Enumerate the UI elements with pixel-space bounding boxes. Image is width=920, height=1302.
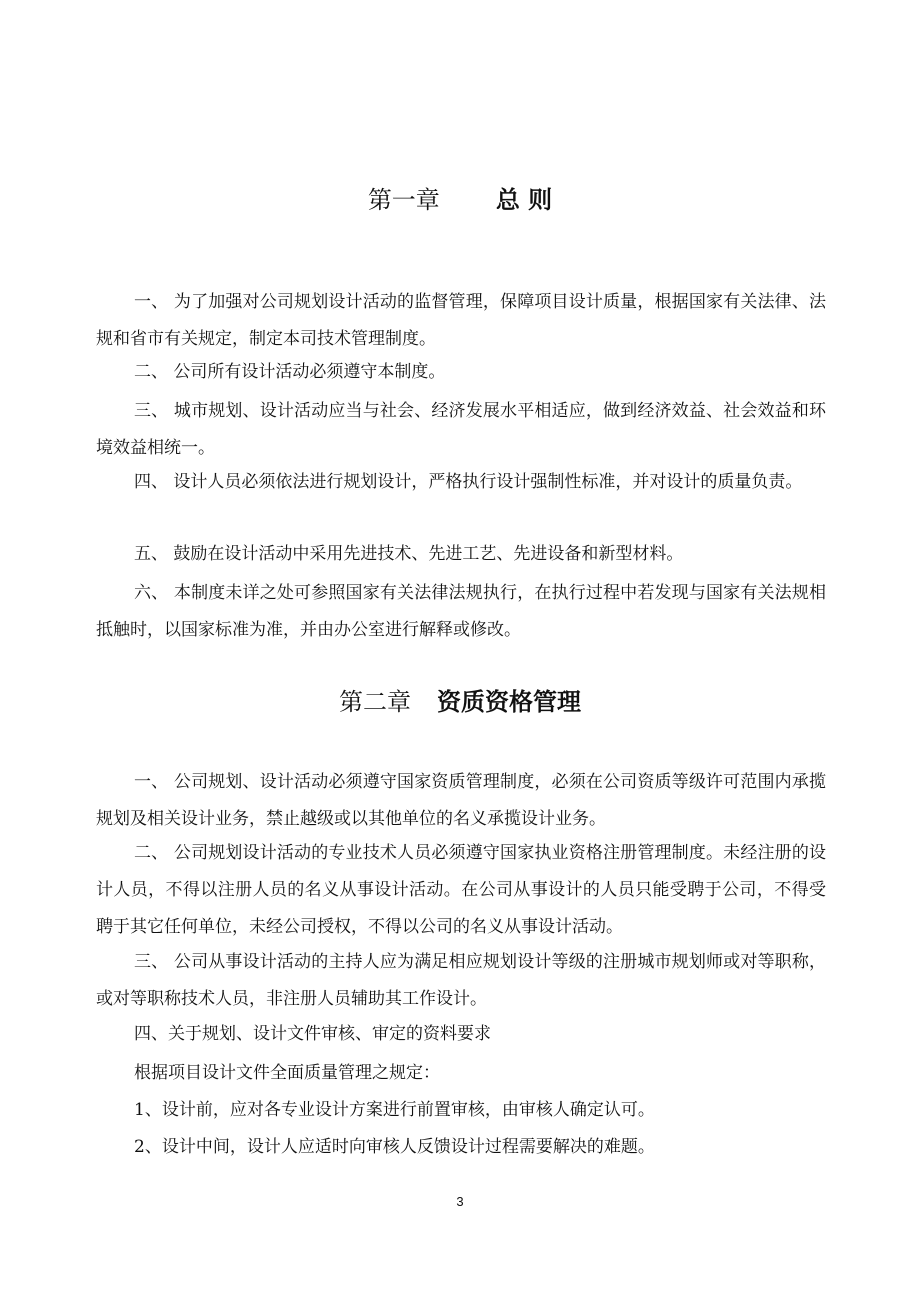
chapter-1-paragraph-2: 二、 公司所有设计活动必须遵守本制度。 [134,362,446,382]
chapter-1-heading [0,184,920,216]
chapter-2-paragraph-1: 一、 公司规划、设计活动必须遵守国家资质管理制度，必须在公司资质等级许可范围内承揽规划及相关设计业务，禁止越级或以其他单位的名义承揽设计业务。 [96,772,826,829]
chapter-1-paragraph-6: 六、 本制度未详之处可参照国家有关法律法规执行，在执行过程中若发现与国家有关法规相抵触时，以国家标准为准，并由办公室进行解释或修改。 [96,583,826,640]
chapter-1-paragraph-4: 四、 设计人员必须依法进行规划设计，严格执行设计强制性标准，并对设计的质量负责。 [134,472,803,492]
chapter-2-paragraph-2: 二、 公司规划设计活动的专业技术人员必须遵守国家执业资格注册管理制度。未经注册的设计人员，不得以注册人员的名义从事设计活动。在公司从事设计的人员只能受聘于公司，不得受聘于其它任何单位，未经公司授权，不得以公司的名义从事设计活动。 [96,843,826,937]
chapter-1-paragraph-1: 一、 为了加强对公司规划设计活动的监督管理，保障项目设计质量，根据国家有关法律、法规和省市有关规定，制定本司技术管理制度。 [96,292,826,349]
chapter-2-paragraph-4: 四、关于规划、设计文件审核、审定的资料要求 [134,1024,491,1044]
chapter-2-paragraph-6: 1、设计前，应对各专业设计方案进行前置审核，由审核人确定认可。 [134,1100,655,1120]
chapter-2-paragraph-3: 三、 公司从事设计活动的主持人应为满足相应规划设计等级的注册城市规划师或对等职称，或对等职称技术人员，非注册人员辅助其工作设计。 [96,952,826,1009]
chapter-1-paragraph-5: 五、 鼓励在设计活动中采用先进技术、先进工艺、先进设备和新型材料。 [134,544,684,564]
chapter-1-number: 第一章 [367,186,440,214]
chapter-2-paragraph-5: 根据项目设计文件全面质量管理之规定： [134,1063,440,1083]
chapter-2-heading [0,686,920,718]
chapter-1-paragraph-3: 三、 城市规划、设计活动应当与社会、经济发展水平相适应，做到经济效益、社会效益和环境效益相统一。 [96,401,826,458]
chapter-1-title: 总 则 [495,185,553,214]
chapter-2-paragraph-7: 2、设计中间，设计人应适时向审核人反馈设计过程需要解决的难题。 [134,1137,655,1157]
chapter-2-title: 资质资格管理 [437,687,581,716]
chapter-2-number: 第二章 [339,688,411,716]
page-number: 3 [456,1194,464,1209]
